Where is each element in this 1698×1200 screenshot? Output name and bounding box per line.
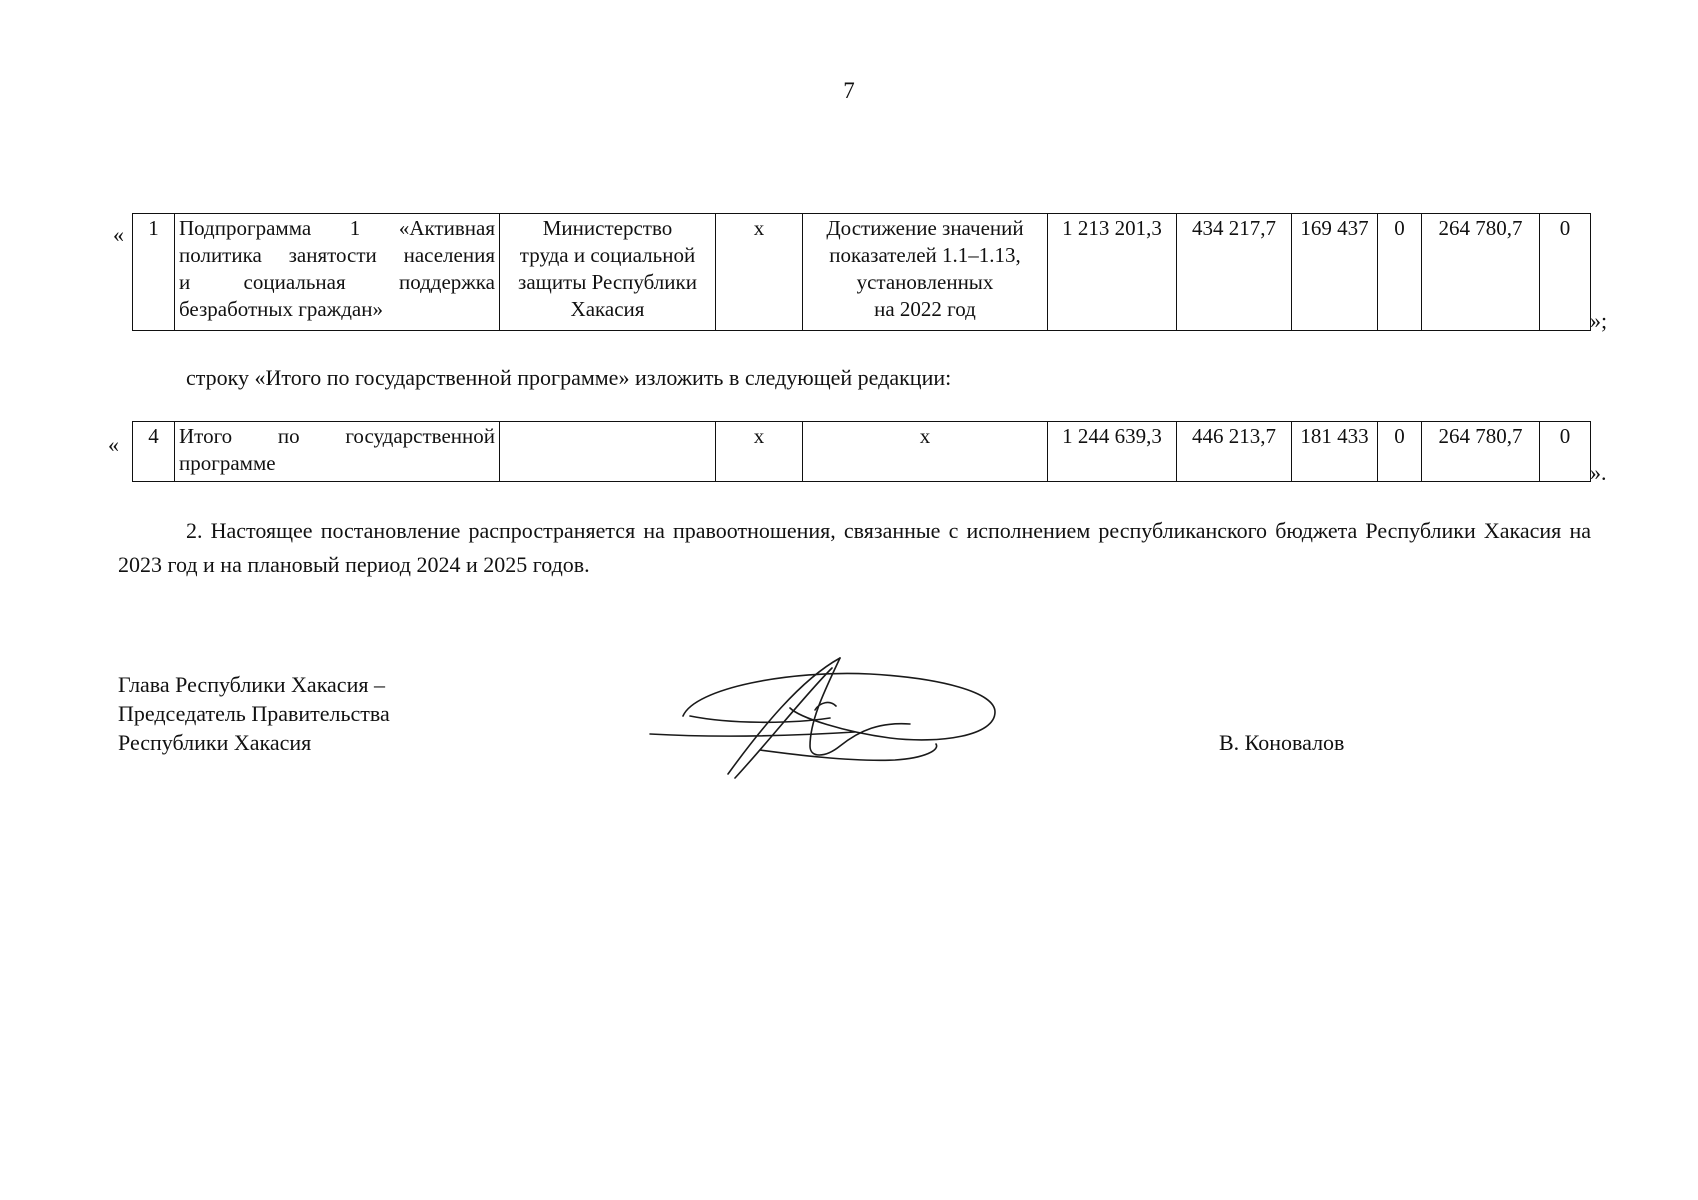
open-quote-row-total: « — [108, 432, 119, 457]
subprogram-name-line: Подпрограмма 1 «Активная — [179, 216, 495, 240]
open-quote-row-one: « — [113, 222, 124, 247]
subprogram-name-line: и социальная поддержка — [179, 270, 495, 294]
funding-cell: 446 213,7 — [1177, 422, 1292, 482]
row-number-cell: 1 — [133, 214, 175, 331]
row-number-cell: 4 — [133, 422, 175, 482]
signer-title-line: Республики Хакасия — [118, 730, 312, 755]
goal-cell: x — [803, 422, 1048, 482]
total-name-line: программе — [179, 451, 276, 475]
funding-cell: 0 — [1540, 214, 1591, 331]
column-three-cell: x — [716, 422, 803, 482]
signer-title-line: Председатель Правительства — [118, 701, 390, 726]
goal-line: Достижение значений — [826, 216, 1024, 240]
executor-cell — [500, 214, 716, 331]
executor-line: Министерство — [542, 216, 673, 240]
goal-cell — [803, 214, 1048, 331]
total-funding-cell: 1 244 639,3 — [1048, 422, 1177, 482]
funding-cell: 434 217,7 — [1177, 214, 1292, 331]
close-quote-row-total: ». — [1590, 460, 1607, 485]
funding-cell: 169 437 — [1292, 214, 1378, 331]
signer-title — [118, 670, 390, 757]
total-funding-cell: 1 213 201,3 — [1048, 214, 1177, 331]
executor-cell — [500, 422, 716, 482]
funding-cell: 0 — [1378, 214, 1422, 331]
goal-line: на 2022 год — [874, 297, 976, 321]
total-name-line: Итого по государственной — [179, 424, 495, 448]
handwritten-signature — [640, 650, 1010, 790]
subprogram-name-line: политика занятости населения — [179, 243, 495, 267]
goal-line: показателей 1.1–1.13, — [829, 243, 1021, 267]
program-table-row-one — [132, 213, 1591, 331]
subprogram-name-cell — [175, 214, 500, 331]
funding-cell: 0 — [1540, 422, 1591, 482]
funding-cell: 181 433 — [1292, 422, 1378, 482]
funding-cell: 264 780,7 — [1422, 214, 1540, 331]
program-table-row-total — [132, 421, 1591, 482]
executor-line: защиты Республики — [518, 270, 697, 294]
executor-line: Хакасия — [570, 297, 645, 321]
page-number: 7 — [843, 78, 855, 103]
goal-line: установленных — [856, 270, 994, 294]
signer-title-line: Глава Республики Хакасия – — [118, 672, 385, 697]
table-row — [133, 422, 1591, 482]
resolution-paragraph: 2. Настоящее постановление распространяется на правоотношения, связанные с исполнением республиканского бюджета Республики Хакасия на 2023 год и на плановый период 2024 и 2025 годов. — [118, 518, 1591, 577]
subprogram-name-line: безработных граждан» — [179, 297, 383, 321]
signatory-name: В. Коновалов — [1219, 730, 1345, 755]
funding-cell: 264 780,7 — [1422, 422, 1540, 482]
executor-line: труда и социальной — [519, 243, 696, 267]
funding-cell: 0 — [1378, 422, 1422, 482]
table-row — [133, 214, 1591, 331]
close-quote-row-one: »; — [1590, 308, 1608, 333]
instruction-text: строку «Итого по государственной программе» изложить в следующей редакции: — [186, 365, 952, 390]
column-three-cell: x — [716, 214, 803, 331]
total-name-cell — [175, 422, 500, 482]
